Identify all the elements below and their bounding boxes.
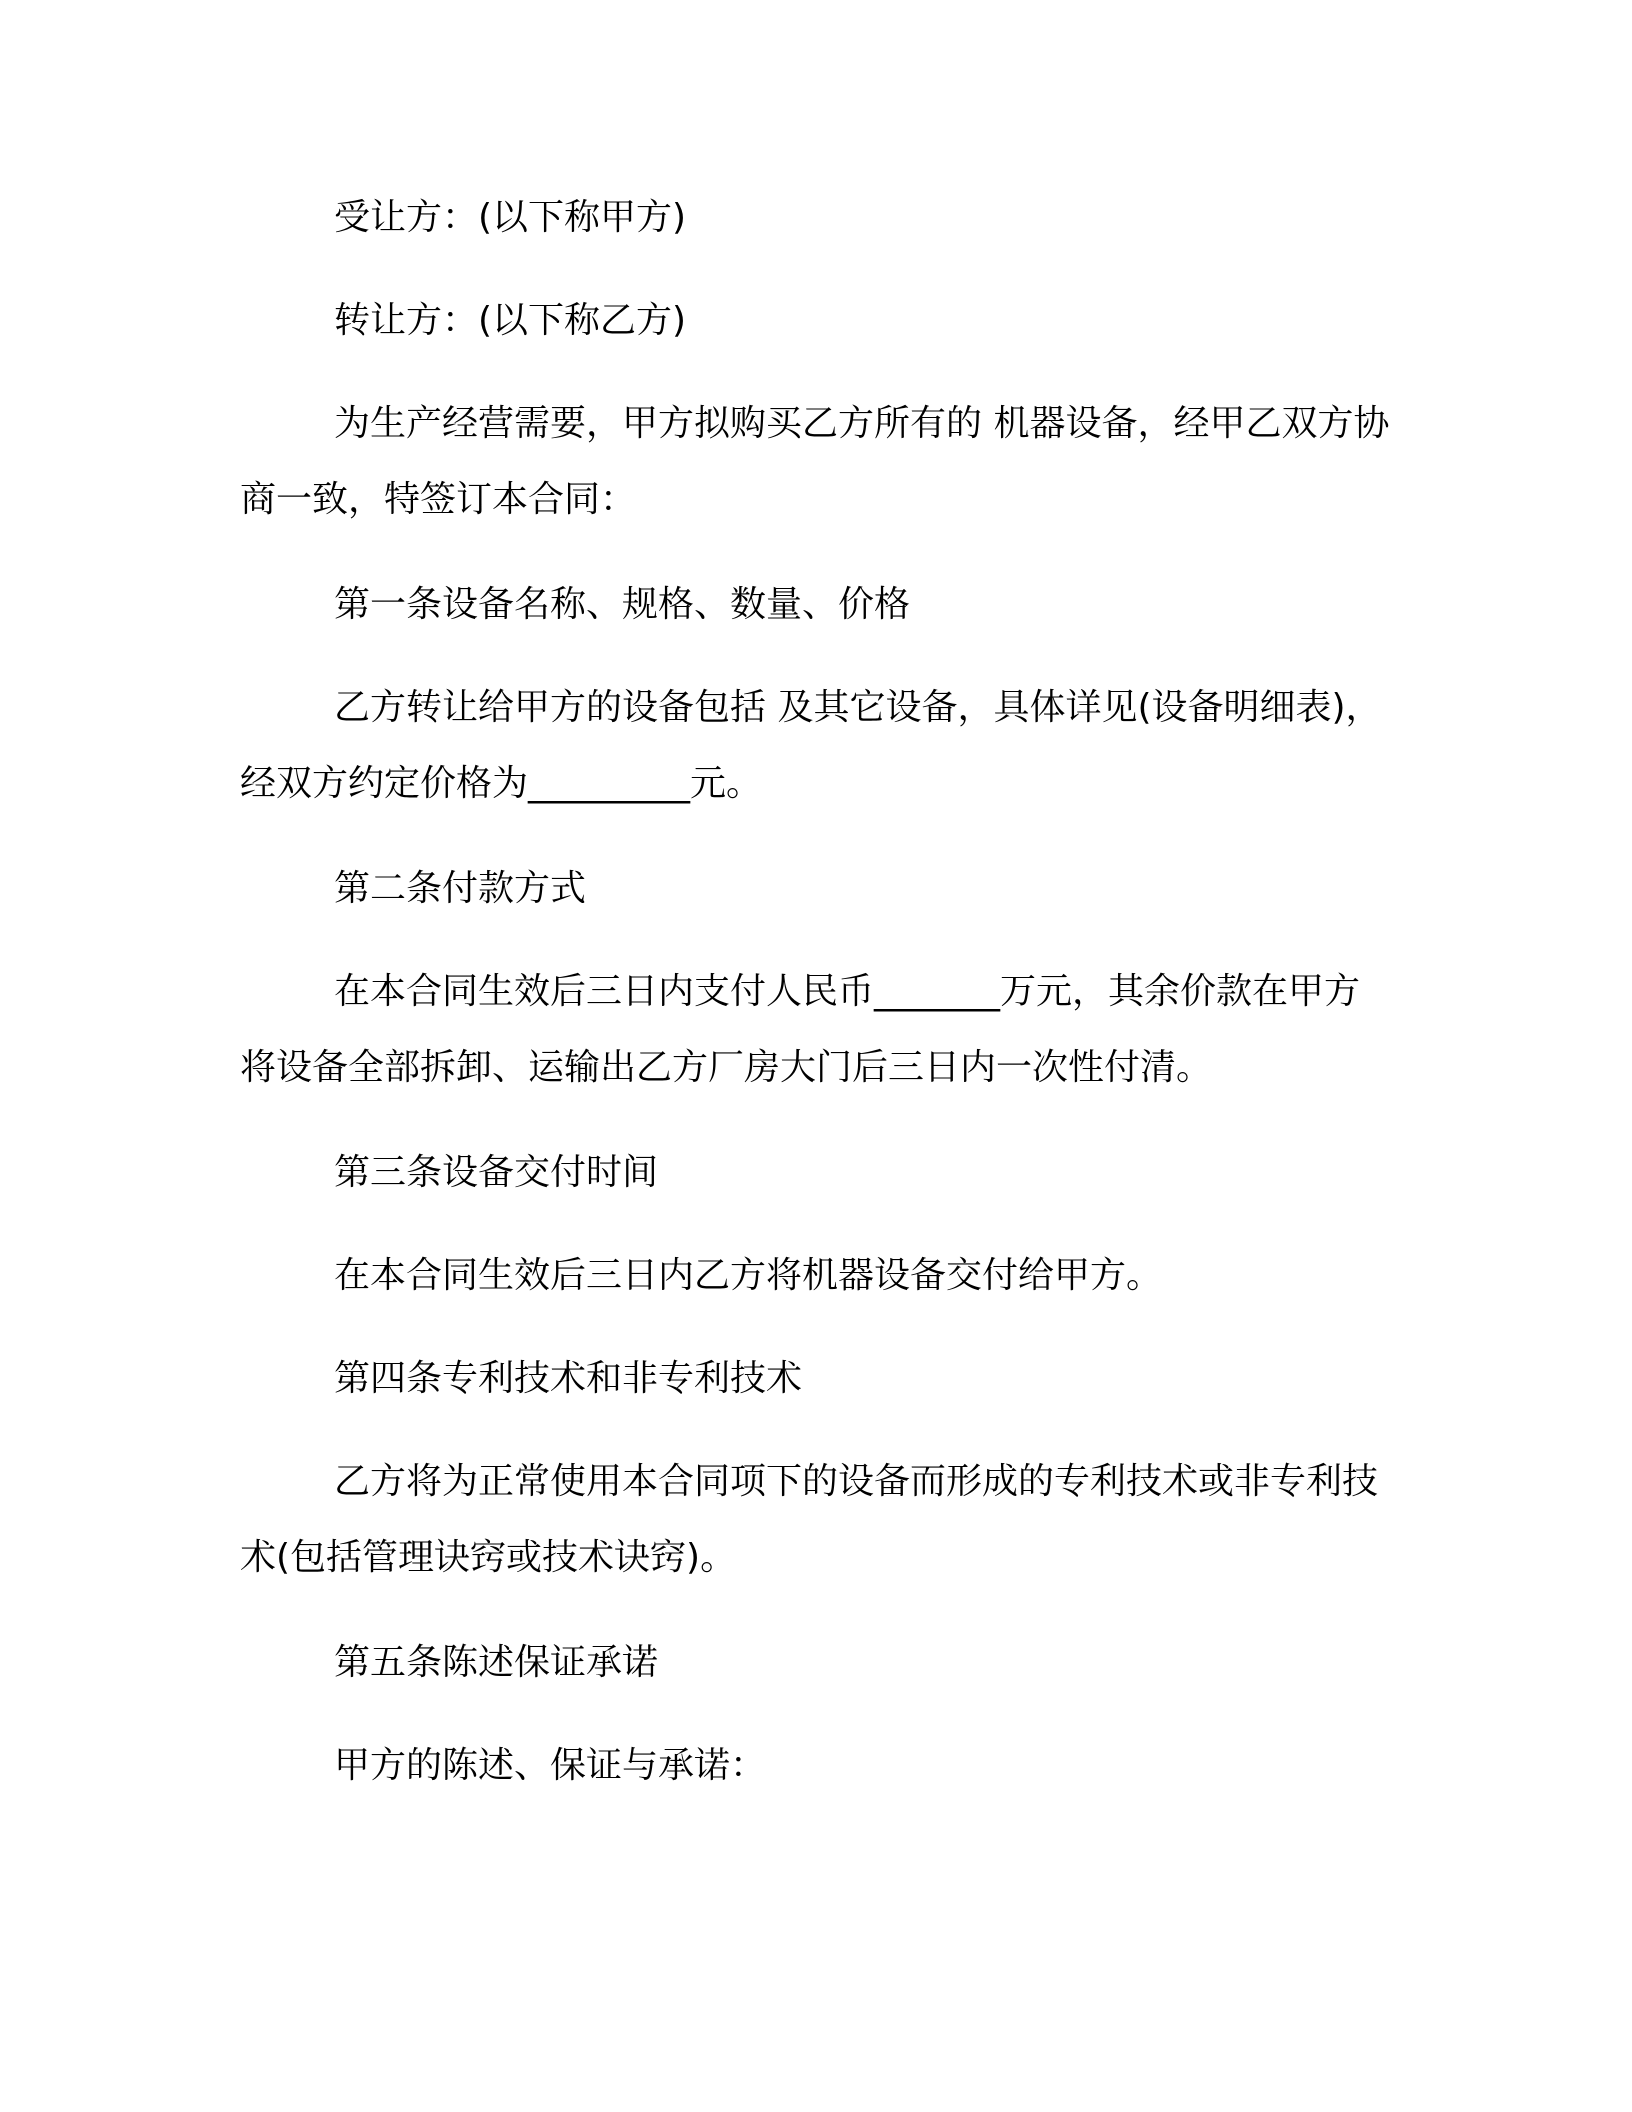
paragraph-assignor: 转让方：(以下称乙方) [334, 300, 687, 341]
paragraph-article-2: 在本合同生效后三日内支付人民币_______万元，其余价款在甲方将设备全部拆卸、运输出乙方厂房大门后三日内一次性付清。 [240, 971, 1361, 1088]
paragraph-article-3: 在本合同生效后三日内乙方将机器设备交付给甲方。 [334, 1255, 1163, 1296]
paragraph-article-4: 乙方将为正常使用本合同项下的设备而形成的专利技术或非专利技术(包括管理诀窍或技术诀窍)。 [240, 1461, 1379, 1578]
paragraph-article-1: 乙方转让给甲方的设备包括 及其它设备，具体详见(设备明细表)，经双方约定价格为_________元。 [240, 687, 1382, 804]
heading-article-1: 第一条设备名称、规格、数量、价格 [334, 584, 911, 625]
paragraph-preamble: 为生产经营需要，甲方拟购买乙方所有的 机器设备，经甲乙双方协商一致，特签订本合同： [240, 403, 1390, 520]
heading-article-4: 第四条专利技术和非专利技术 [334, 1358, 803, 1399]
paragraph-article-5: 甲方的陈述、保证与承诺： [334, 1745, 767, 1786]
heading-article-2: 第二条付款方式 [334, 868, 587, 909]
paragraph-assignee: 受让方：(以下称甲方) [334, 197, 687, 238]
heading-article-5: 第五条陈述保证承诺 [334, 1642, 659, 1683]
heading-article-3: 第三条设备交付时间 [334, 1152, 659, 1193]
